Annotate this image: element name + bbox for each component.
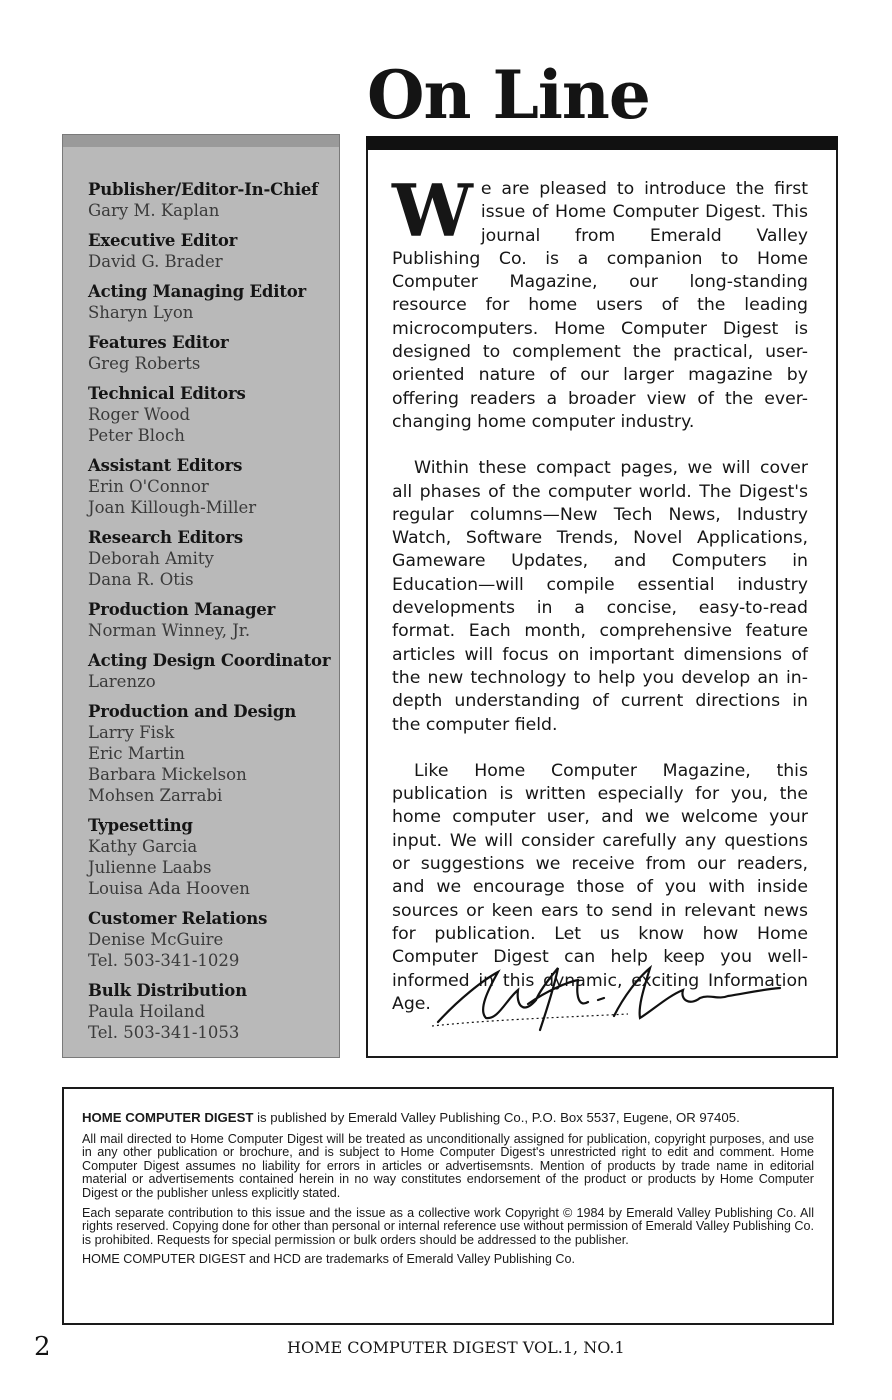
staff-name: Deborah Amity: [88, 549, 214, 568]
staff-name: Larry Fisk: [88, 723, 175, 742]
staff-name: Tel. 503-341-1053: [88, 1023, 240, 1042]
staff-name: Paula Hoiland: [88, 1002, 206, 1021]
staff-name: Joan Killough-Miller: [88, 498, 257, 517]
publisher-notice-box: [62, 1087, 834, 1325]
staff-group: [88, 980, 338, 1043]
staff-name: Eric Martin: [88, 744, 185, 763]
staff-name: Peter Bloch: [88, 426, 185, 445]
staff-name: Greg Roberts: [88, 354, 201, 373]
staff-role: Customer Relations: [88, 909, 268, 928]
staff-group: [88, 281, 338, 323]
editorial-paragraph-1: [392, 168, 808, 434]
editorial-paragraph-3: Like Home Computer Magazine, this publication is written especially for you, the home computer user, and we welcome your input. We will consider carefully any questions or suggestions we receive from our readers, and we encourage those of you with inside sources or keen ears to send in relevant news for publication. Let us know how Home Computer Digest can help keep you well-informed in this dynamic, exciting Information Age.: [392, 760, 808, 1014]
publication-name: HOME COMPUTER DIGEST: [82, 1110, 254, 1125]
drop-cap: W: [392, 168, 473, 253]
editorial-box: [366, 136, 838, 1058]
staff-name: Roger Wood: [88, 405, 191, 424]
staff-role: Features Editor: [88, 333, 229, 352]
editorial-paragraph-2: Within these compact pages, we will cover all phases of the computer world. The Digest's regular columns—New Tech News, Industry Watch, Software Trends, Novel Applications, Gameware Updates, and Computers in Education—will compile essential industry developments in a concise, easy-to-read format. Each month, comprehensive feature articles will focus on important dimensions of the new technology to help you develop an in-depth understanding of current directions in the computer field.: [392, 458, 808, 735]
staff-role: Research Editors: [88, 528, 243, 547]
staff-name: Dana R. Otis: [88, 570, 194, 589]
staff-role: Executive Editor: [88, 231, 238, 250]
staff-group: [88, 179, 338, 221]
staff-role: Production and Design: [88, 702, 296, 721]
staff-group: [88, 455, 338, 518]
staff-name: Sharyn Lyon: [88, 303, 194, 322]
staff-group: [88, 701, 338, 806]
staff-role: Bulk Distribution: [88, 981, 247, 1000]
staff-name: Julienne Laabs: [88, 858, 212, 877]
staff-group: [88, 815, 338, 899]
staff-role: Technical Editors: [88, 384, 246, 403]
page-title: On Line: [367, 56, 650, 134]
staff-group: [88, 908, 338, 971]
trademark-text: HOME COMPUTER DIGEST and HCD are trademarks of Emerald Valley Publishing Co.: [82, 1252, 575, 1267]
editorial-paragraph-1-text: e are pleased to introduce the first issue of Home Computer Digest. This journal from Emerald Valley Publishing Co. is a companion to Home Computer Magazine, our long-standing resource for home users of the leading microcomputers. Home Computer Digest is designed to complement the practical, user-oriented nature of our larger magazine by offering readers a broader view of the ever-changing home computer industry.: [392, 179, 808, 432]
staff-name: Norman Winney, Jr.: [88, 621, 251, 640]
staff-name: David G. Brader: [88, 252, 223, 271]
staff-name: Gary M. Kaplan: [88, 201, 220, 220]
staff-group: [88, 527, 338, 590]
staff-name: Denise McGuire: [88, 930, 224, 949]
staff-name: Kathy Garcia: [88, 837, 198, 856]
mail-policy-text: All mail directed to Home Computer Digest will be treated as unconditionally assigned for publication, copyright purposes, and use in any other publication or brochure, and is subject to Home Computer Digest's unrestricted right to edit and comment. Home Computer Digest assumes no liability for errors in articles or advertisemsnts. Mention of products by trade name in editorial material or advertisements contained herein in no way constitutes endorsement of the product or products by Home Computer Digest or the publisher unless explicitly stated.: [82, 1131, 814, 1200]
masthead-panel: [62, 134, 340, 1058]
publisher-line: [82, 1111, 814, 1125]
staff-group: [88, 230, 338, 272]
publisher-address: is published by Emerald Valley Publishing Co., P.O. Box 5537, Eugene, OR 97405.: [253, 1110, 740, 1125]
staff-list: [88, 179, 338, 1052]
footer-issue-line: HOME COMPUTER DIGEST VOL.1, NO.1: [287, 1338, 625, 1357]
staff-role: Production Manager: [88, 600, 276, 619]
page-number: 2: [34, 1332, 51, 1362]
editorial-top-rule: [366, 136, 838, 150]
staff-name: Larenzo: [88, 672, 156, 691]
staff-group: [88, 383, 338, 446]
staff-role: Assistant Editors: [88, 456, 243, 475]
staff-name: Louisa Ada Hooven: [88, 879, 250, 898]
staff-role: Typesetting: [88, 816, 193, 835]
staff-group: [88, 332, 338, 374]
signature-icon: [428, 960, 788, 1040]
staff-name: Tel. 503-341-1029: [88, 951, 240, 970]
staff-name: Barbara Mickelson: [88, 765, 247, 784]
staff-name: Erin O'Connor: [88, 477, 209, 496]
copyright-text: Each separate contribution to this issue and the issue as a collective work Copyright © 1984 by Emerald Valley Publishing Co. All rights reserved. Copying done for other than personal or internal reference use without permission of Emerald Valley Publishing Co. is prohibited. Requests for special permission or bulk orders should be addressed to the publisher.: [82, 1205, 814, 1247]
staff-role: Acting Design Coordinator: [88, 651, 331, 670]
staff-group: [88, 650, 338, 692]
staff-name: Mohsen Zarrabi: [88, 786, 223, 805]
staff-role: Publisher/Editor-In-Chief: [88, 180, 319, 199]
staff-group: [88, 599, 338, 641]
staff-role: Acting Managing Editor: [88, 282, 307, 301]
editorial-text: [392, 168, 808, 1039]
masthead-top-rule: [63, 135, 339, 147]
